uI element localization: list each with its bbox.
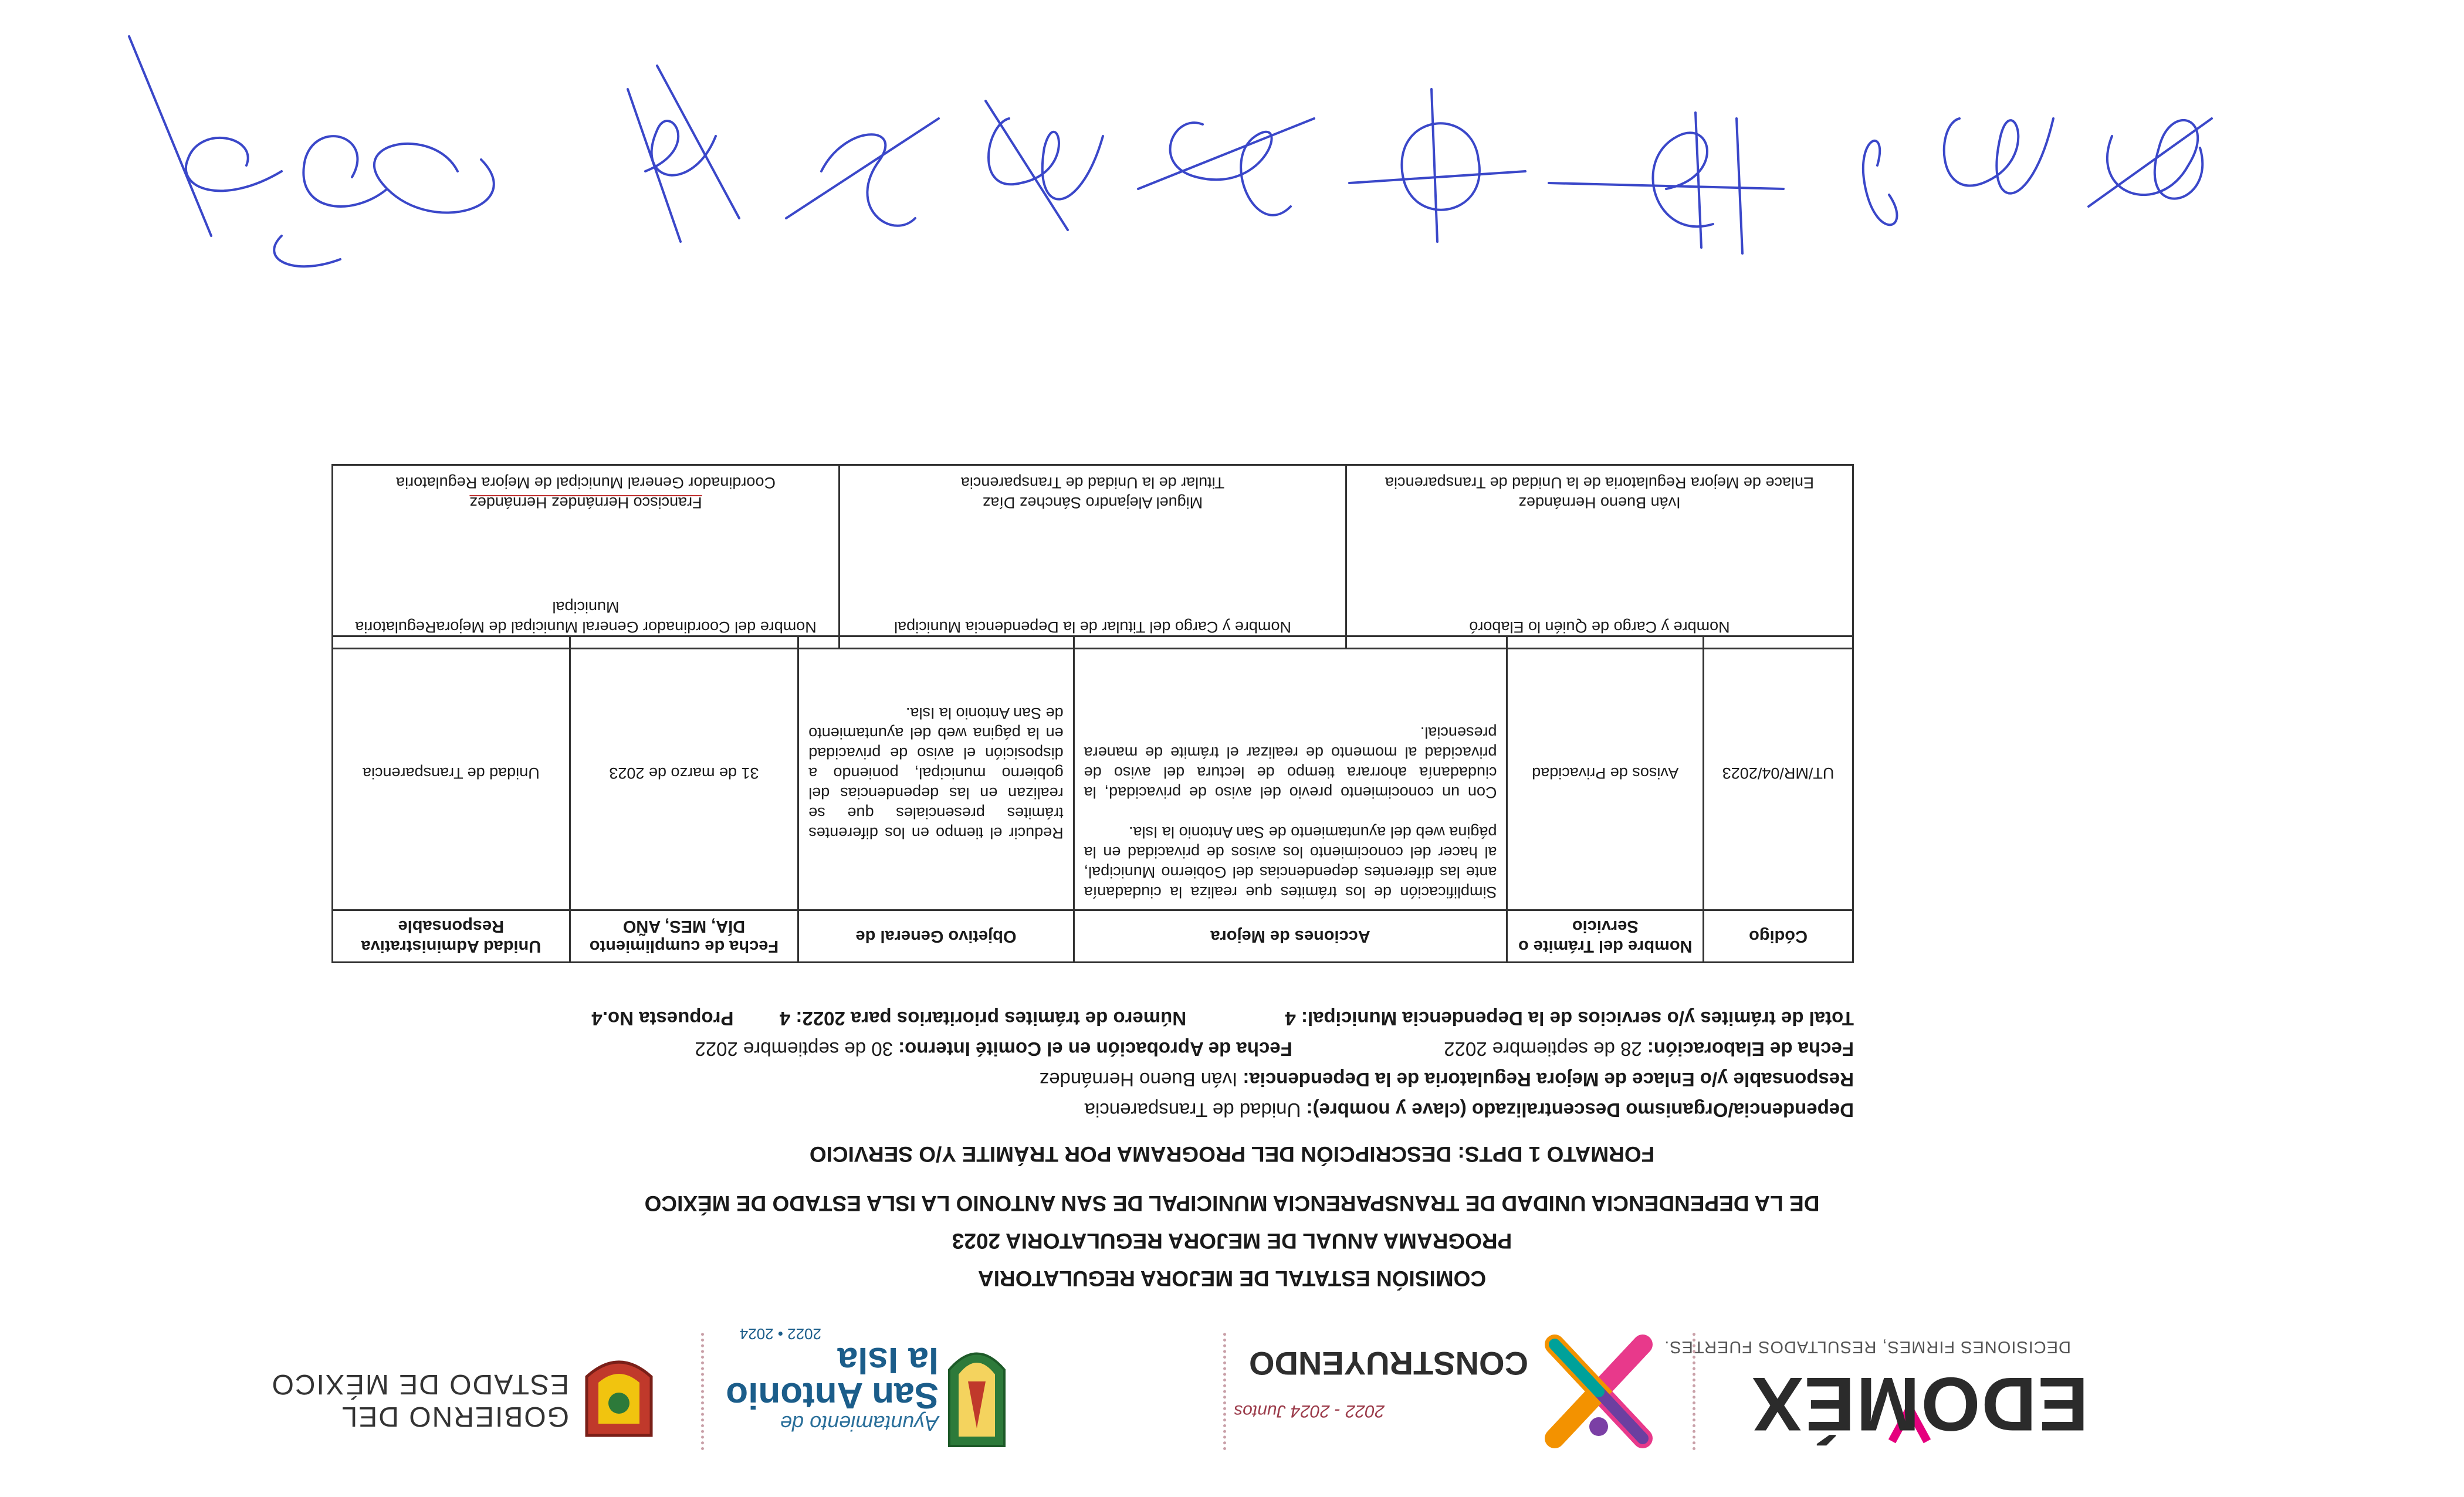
header-codigo: Código [1704,910,1853,963]
cell-unidad: Unidad de Transparencia [333,636,570,910]
san-antonio-line2: la Isla [837,1340,939,1380]
edomex-logo [1664,1324,2159,1459]
signature-role-2: Titular de la Unidad de Transparencia [960,474,1225,492]
cell-objetivo: Reducir el tiempo en los diferentes trámites presenciales que se realizan en las dependencias del gobierno municipal, poniendo a disposición el aviso de privacidad en la página web del ayuntamiento de San Antonio la Isla. [798,636,1074,910]
san-antonio-years: 2022 • 2024 [739,1325,821,1343]
handwritten-signatures [0,0,2464,312]
logo-strip [270,1324,2159,1459]
signature-name-2: Miguel Alejandro Sánchez Díaz [982,494,1203,512]
info-total-value: 4 [1285,1008,1296,1029]
info-prioritarios-label: Número de trámites prioritarios para 2022: [796,1008,1187,1029]
construyendo-logo [1234,1324,1666,1459]
signature-cell-elaboro [1346,465,1853,649]
info-fecha-elab-value: 28 de septiembre 2022 [1444,1038,1642,1060]
table-row [333,636,1853,910]
signature-block [331,464,1854,649]
header-acciones: Acciones de Mejora [1074,910,1507,963]
header-line-2: PROGRAMA ANUAL DE MEJORA REGULATORIA 2023 [952,1229,1512,1253]
cell-acciones [1074,636,1507,910]
logo-divider [1693,1333,1695,1450]
table-header-row [333,910,1853,963]
info-responsable-label: Responsable y/o Enlace de Mejora Regulatoria de la Dependencia: [1243,1069,1854,1090]
gobierno-line2: ESTADO DE MÉXICO [270,1369,569,1400]
header-nombre: Nombre del Trámite o Servicio [1507,910,1704,963]
info-responsable [1040,1068,1854,1091]
header-line-1: COMISIÓN ESTATAL DE MEJORA REGULATORIA [977,1266,1487,1291]
signature-cell-coordinador [333,465,840,649]
san-antonio-small-text: Ayuntamiento de [780,1411,939,1435]
info-fechas [695,1037,1854,1061]
construyendo-star-icon [1543,1333,1654,1450]
gobierno-line1: GOBIERNO DEL [340,1401,569,1432]
signature-scribbles-icon [0,0,2464,312]
signature-title-2: Nombre y Cargo del Titular de la Dependencia Municipal [894,618,1291,636]
construyendo-wordmark: CONSTRUYENDO [1248,1345,1528,1382]
edomex-slogan: DECISIONES FIRMES, RESULTADOS FUERTES. [1664,1337,2071,1356]
san-antonio-logo [716,1324,1197,1459]
info-total-label: Total de trámites y/o servicios de la Dependencia Municipal: [1301,1008,1854,1029]
signature-name-1: Iván Bueno Hernández [1518,494,1681,512]
info-dependencia-label: Dependencia/Organismo Descentralizado (clave y nombre): [1306,1099,1854,1121]
info-fecha-aprob-label: Fecha de Aprobación en el Comité Interno: [898,1038,1292,1060]
info-fecha-aprob-value: 30 de septiembre 2022 [695,1038,893,1060]
cell-acciones-p1: Simplificación de los trámites que realiza la ciudadanía ante las diferentes dependencias del Gobierno Municipal, al hacer del conocimiento los avisos de privacidad en la página web del ayuntamiento de San Antonio la Isla. [1084,824,1497,901]
signature-cell-titular [840,465,1346,649]
cell-acciones-p2: Con un conocimiento previo del aviso de privacidad, la ciudadanía ahorrara tiempo de lectura del aviso de privacidad al momento de realizar el trámite de manera presencial. [1084,724,1497,801]
construyendo-subtitle: 2022 - 2024 Juntos [1234,1401,1385,1421]
info-dependencia [1085,1098,1854,1122]
cell-fecha: 31 de marzo de 2023 [570,636,798,910]
header-unidad: Unidad Administrativa Responsable [333,910,570,963]
info-propuesta-label: Propuesta No.4 [591,1008,734,1029]
cell-codigo: UT/MR/04/2023 [1704,636,1853,910]
header-line-4: FORMATO 1 DPTS: DESCRIPCIÓN DEL PROGRAMA POR TRÁMITE Y/O SERVICIO [809,1142,1655,1166]
edomex-wordmark: EDOMÉX [1751,1361,2089,1447]
logo-divider [701,1333,704,1450]
cell-nombre: Avisos de Privacidad [1507,636,1704,910]
signature-name-3: Francisco Hernández Hernández [469,494,702,512]
san-antonio-line1: San Antonio [726,1375,939,1415]
info-dependencia-value: Unidad de Transparencia [1084,1099,1301,1121]
header-fecha: Fecha de cumplimiento DÍA, MES, AÑO [570,910,798,963]
municipal-shield-icon [945,1335,1009,1452]
program-table [331,635,1854,963]
signature-title-3: Nombre del Coordinador General Municipal de MejoraRegulatoria Municipal [355,598,817,636]
info-responsable-value: Iván Bueno Hernández [1039,1069,1238,1090]
info-fecha-elab-label: Fecha de Elaboración: [1647,1038,1854,1060]
header-objetivo: Objetivo General de [798,910,1074,963]
info-totales [591,1007,1854,1030]
gobierno-logo [270,1324,675,1459]
signature-role-3: Coordinador General Municipal de Mejora Regulatoria [396,474,776,492]
state-coat-of-arms-icon [581,1347,657,1441]
signature-title-1: Nombre y Cargo de Quién lo Elaboró [1469,618,1730,636]
signature-role-1: Enlace de Mejora Regulatoria de la Unidad de Transparencia [1385,474,1814,492]
header-line-3: DE LA DEPENDENCIA UNIDAD DE TRANSPARENCIA MUNICIPAL DE SAN ANTONIO LA ISLA ESTADO DE MÉXICO [644,1191,1820,1215]
info-prioritarios-value: 4 [779,1008,791,1029]
logo-divider [1223,1333,1226,1450]
